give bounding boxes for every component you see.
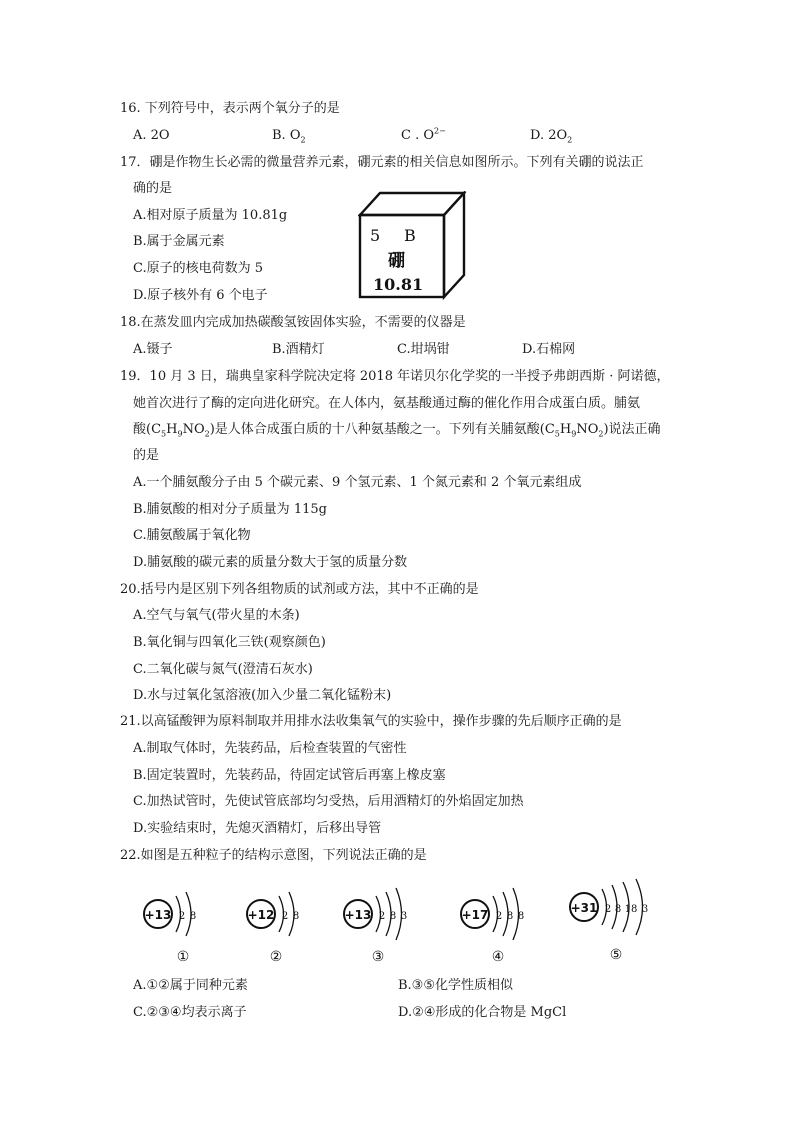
particle-structure-diagrams [140, 878, 660, 970]
element-card-figure [358, 191, 468, 301]
q21-option-c: C.加热试管时，先使试管底部均匀受热，后用酒精灯的外焰固定加热 [133, 794, 524, 809]
q18-option-c: C.坩埚钳 [397, 342, 450, 357]
particle-5-shell-1: 2 [604, 904, 612, 915]
q17-stem-cont: 确的是 [133, 181, 173, 196]
particle-4 [461, 888, 524, 965]
q21-option-d: D.实验结束时，先熄灭酒精灯，后移出导管 [133, 821, 382, 836]
particle-5-label: ⑤ [609, 947, 623, 963]
particle-5-shell-3: 18 [624, 904, 638, 915]
q20-stem: 20.括号内是区别下列各组物质的试剂或方法，其中不正确的是 [120, 582, 479, 597]
element-mass: 10.81 [373, 275, 424, 294]
q18-option-b: B.酒精灯 [272, 342, 325, 357]
q21-stem: 21.以高锰酸钾为原料制取并用排水法收集氧气的实验中，操作步骤的先后顺序正确的是 [120, 714, 622, 729]
q19-stem: 19．10 月 3 日，瑞典皇家科学院决定将 2018 年诺贝尔化学奖的一半授予弗朗西斯 · 阿诺德， [120, 369, 670, 384]
q22-option-b: B.③⑤化学性质相似 [398, 978, 513, 993]
particle-1-label: ① [176, 949, 190, 965]
particle-3-nucleus: +13 [344, 908, 372, 922]
q22-stem: 22.如图是五种粒子的结构示意图，下列说法正确的是 [120, 848, 427, 863]
q20-option-c: C.二氧化碳与氮气(澄清石灰水) [133, 662, 313, 677]
q19-stem-line3: 酸$(C_5H_9NO_2)$是人体合成蛋白质的十八种氨基酸之一。下列有关脯氨酸$(C_5H_9NO_2)$说法正确 [133, 422, 661, 439]
particle-5-shell-2: 8 [614, 904, 622, 915]
particle-4-shell-3: 8 [517, 911, 525, 922]
particle-4-nucleus: +17 [461, 908, 489, 922]
q22-option-c: C.②③④均表示离子 [133, 1005, 247, 1020]
particle-2-nucleus: +12 [247, 908, 275, 922]
q18-option-a: A.镊子 [133, 342, 173, 357]
q19-option-b: B.脯氨酸的相对分子质量为 115g [133, 502, 327, 517]
q16-option-c: C . $O^{2-}$ [401, 126, 446, 143]
element-number: 5 [370, 226, 381, 245]
q21-option-b: B.固定装置时，先装药品，待固定试管后再塞上橡皮塞 [133, 768, 446, 783]
q19-stem-line2: 她首次进行了酶的定向进化研究。在人体内，氨基酸通过酶的催化作用合成蛋白质。脯氨 [133, 396, 641, 411]
q16-option-b: B. $O_2$ [272, 128, 306, 145]
q19-option-c: C.脯氨酸属于氧化物 [133, 528, 251, 543]
q20-option-d: D.水与过氧化氢溶液(加入少量二氧化锰粉末) [133, 688, 392, 703]
particle-1-shell-1: 2 [178, 911, 186, 922]
particle-3 [344, 888, 407, 965]
particle-1 [144, 892, 196, 965]
particle-2-shell-2: 8 [292, 911, 300, 922]
particle-4-shell-2: 8 [506, 911, 514, 922]
q22-option-d: D.②④形成的化合物是 MgCl [398, 1005, 567, 1020]
q16-stem: 16. 下列符号中，表示两个氧分子的是 [120, 101, 340, 116]
q16-option-a: A. 2O [133, 128, 170, 143]
q17-option-a: A.相对原子质量为 10.81g [133, 208, 288, 223]
particle-5 [570, 879, 648, 963]
particle-3-shell-2: 8 [389, 911, 397, 922]
q17-option-c: C.原子的核电荷数为 5 [133, 261, 264, 276]
q22-option-a: A.①②属于同种元素 [133, 978, 248, 993]
particle-3-shell-1: 2 [378, 911, 386, 922]
element-symbol: B [404, 226, 416, 245]
particle-4-shell-1: 2 [495, 911, 503, 922]
particle-2-label: ② [269, 949, 283, 965]
q20-option-a: A.空气与氧气(带火星的木条) [133, 608, 300, 623]
particle-3-shell-3: 3 [400, 911, 408, 922]
particle-1-shell-2: 8 [189, 911, 197, 922]
q19-option-d: D.脯氨酸的碳元素的质量分数大于氢的质量分数 [133, 555, 408, 570]
particle-2 [247, 892, 299, 965]
q16-option-d: D. $2O_2$ [530, 128, 573, 145]
particle-5-nucleus: +31 [570, 901, 598, 915]
q21-option-a: A.制取气体时，先装药品，后检查装置的气密性 [133, 741, 407, 756]
particle-3-label: ③ [371, 949, 385, 965]
q17-stem: 17．硼是作物生长必需的微量营养元素，硼元素的相关信息如图所示。下列有关硼的说法正 [120, 155, 644, 170]
particle-2-shell-1: 2 [281, 911, 289, 922]
q18-option-d: D.石棉网 [522, 342, 576, 357]
particle-4-label: ④ [491, 949, 505, 965]
q20-option-b: B.氧化铜与四氧化三铁(观察颜色) [133, 635, 326, 650]
element-name: 硼 [388, 251, 405, 271]
particle-5-shell-4: 3 [641, 904, 649, 915]
q18-stem: 18.在蒸发皿内完成加热碳酸氢铵固体实验，不需要的仪器是 [120, 315, 466, 330]
q17-option-d: D.原子核外有 6 个电子 [133, 288, 268, 303]
particle-1-nucleus: +13 [144, 908, 172, 922]
q19-stem-line4: 的是 [133, 448, 160, 463]
q19-option-a: A.一个脯氨酸分子由 5 个碳元素、9 个氢元素、1 个氮元素和 2 个氧元素组成 [133, 475, 582, 490]
q17-option-b: B.属于金属元素 [133, 234, 225, 249]
